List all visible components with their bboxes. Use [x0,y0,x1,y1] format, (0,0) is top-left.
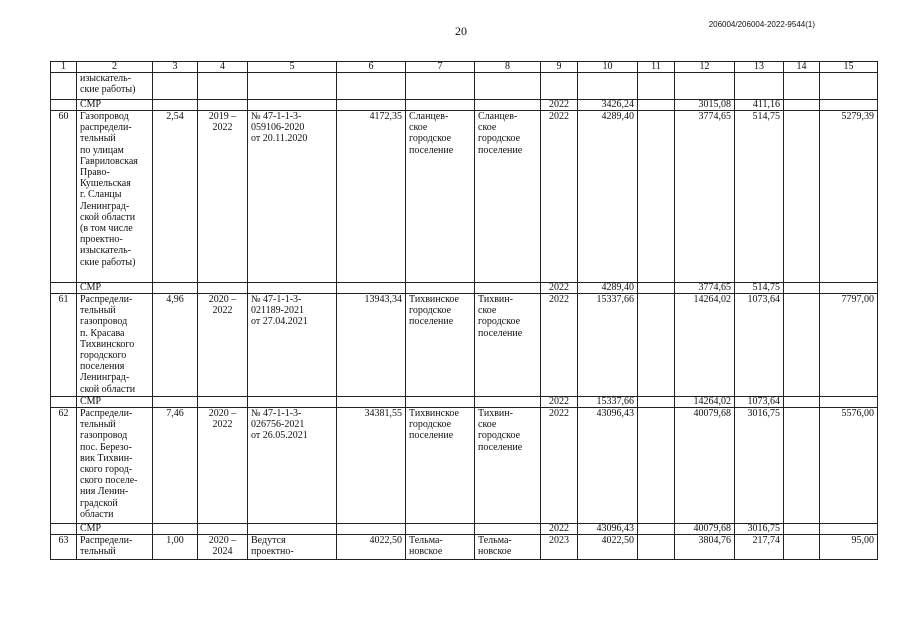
object-name-line: ские работы) [80,256,136,268]
object-name-line: Право- [80,167,110,179]
cell-11 [638,100,675,111]
column-header-11: 11 [638,62,675,73]
cell-9-year: 2022 [541,283,578,294]
document-id: 206004/206004-2022-9544(1) [708,20,815,29]
cell-15: 7797,00 [820,294,878,397]
length: 4,96 [153,294,198,397]
cell-11 [638,73,675,100]
period-line: 2020 – [208,294,237,305]
object-name-line: г. Сланцы [80,189,122,201]
cell-6 [337,100,406,111]
cell-12 [675,73,735,100]
row-number: 63 [51,535,77,560]
column-header-1: 1 [51,62,77,73]
settlement-line: Тельма- [409,535,443,546]
cell-1 [51,73,77,100]
cell-5 [248,73,337,100]
cell-5 [248,524,337,535]
settlement-line: поселение [409,430,454,442]
cell-8 [475,73,541,100]
column-header-6: 6 [337,62,406,73]
object-name-line: Гавриловская [80,155,138,167]
cell-6 [337,397,406,408]
period [198,111,248,283]
object-name-line: вик Тихвин- [80,452,133,464]
data-table [50,61,878,560]
settlement-line: городское [409,133,452,145]
object-name-line: тельный [80,133,116,145]
object-name-line: п. Красава [80,327,125,339]
year: 2022 [541,111,578,283]
object-name-line: поселения [80,361,125,373]
cell-15: 95,00 [820,535,878,560]
cell-12: 3804,76 [675,535,735,560]
cell-10: 4289,40 [578,111,638,283]
settlement [406,408,475,524]
cell-15: 5576,00 [820,408,878,524]
cell-4 [198,397,248,408]
expertise [248,408,337,524]
object-name-line: газопровод [80,316,128,328]
cell-12: 3774,65 [675,283,735,294]
period-line: 2024 [212,546,233,558]
cell-14 [784,524,820,535]
cell-13: 411,16 [735,100,784,111]
expertise-line: проектно- [251,546,294,558]
object-name [77,111,153,283]
cost: 4172,35 [337,111,406,283]
cell-14 [784,535,820,560]
cell-11 [638,283,675,294]
cell-7 [406,283,475,294]
column-header-row [51,62,878,73]
cell-smr-label: СМР [77,524,153,535]
cell-3 [153,524,198,535]
settlement-line: Тихвинское [409,408,459,419]
column-header-12: 12 [675,62,735,73]
cell-7 [406,100,475,111]
settlement-line: поселение [409,316,454,328]
cell-13: 514,75 [735,283,784,294]
expertise-line: 059106-2020 [251,122,305,134]
settlement-line: городское [409,419,452,431]
customer-line: ское [478,122,497,134]
cell-12: 3774,65 [675,111,735,283]
expertise [248,111,337,283]
cell-15 [820,100,878,111]
cell-9-year: 2022 [541,524,578,535]
cell-12: 14264,02 [675,294,735,397]
customer-line: городское [478,133,521,145]
customer-line: поселение [478,144,523,156]
cell-10: 15337,66 [578,294,638,397]
cell-3 [153,283,198,294]
cell-15 [820,524,878,535]
smr-row [51,397,878,408]
cell-8 [475,524,541,535]
cell-10: 43096,43 [578,524,638,535]
cell-15 [820,397,878,408]
cell-smr-label: СМР [77,100,153,111]
cell-7 [406,73,475,100]
cell-1 [51,524,77,535]
cell-14 [784,294,820,397]
smr-row [51,100,878,111]
cell-6 [337,524,406,535]
object-name-line: тельный [80,546,116,558]
cell-11 [638,408,675,524]
expertise-line: от 20.11.2020 [251,133,308,145]
customer-line: Тельма- [478,535,512,546]
length: 7,46 [153,408,198,524]
cell-15 [820,283,878,294]
cell-3 [153,100,198,111]
object-name-line: (в том числе [80,223,133,235]
object-name-line: Ленинград- [80,372,130,384]
customer [475,294,541,397]
cell-10: 15337,66 [578,397,638,408]
row-number: 60 [51,111,77,283]
customer-line: Сланцев- [478,111,518,122]
period [198,294,248,397]
period-line: 2020 – [208,408,237,419]
cost: 13943,34 [337,294,406,397]
customer-line: городское [478,430,521,442]
object-name-line: ской области [80,383,136,395]
cell-14 [784,397,820,408]
continuation-row [51,73,878,100]
table-row [51,535,878,560]
column-header-7: 7 [406,62,475,73]
cell-10 [578,73,638,100]
cell-4 [198,73,248,100]
customer [475,111,541,283]
expertise-line: от 26.05.2021 [251,430,308,442]
smr-row [51,524,878,535]
cell-10: 3426,24 [578,100,638,111]
customer-line: поселение [478,441,523,453]
cell-1 [51,283,77,294]
period [198,535,248,560]
settlement-line: ское [409,122,428,134]
cell-9 [541,73,578,100]
cell-14 [784,283,820,294]
cell-11 [638,535,675,560]
object-name-line: пос. Березо- [80,441,133,453]
table-row [51,111,878,283]
object-name-line: городского [80,350,127,362]
object-name [77,535,153,560]
object-name-line: Тихвинского [80,338,135,350]
customer-line: ское [478,305,497,317]
cell-5 [248,283,337,294]
expertise-line: № 47-1-1-3- [251,111,302,122]
cell-14 [784,111,820,283]
cell-name-line: ские работы) [80,84,136,96]
cell-13: 1073,64 [735,397,784,408]
cell-4 [198,100,248,111]
column-header-13: 13 [735,62,784,73]
object-name [77,294,153,397]
expertise [248,535,337,560]
column-header-9: 9 [541,62,578,73]
cell-4 [198,524,248,535]
cell-8 [475,283,541,294]
customer-line: новское [478,546,512,558]
object-name-line: области [80,508,114,520]
cell-6 [337,283,406,294]
settlement-line: городское [409,305,452,317]
cell-15: 5279,39 [820,111,878,283]
settlement-line: Сланцев- [409,111,449,122]
object-name-line: по улицам [80,144,124,156]
object-name [77,408,153,524]
cell-6 [337,73,406,100]
column-header-15: 15 [820,62,878,73]
year: 2023 [541,535,578,560]
cell-smr-label: СМР [77,283,153,294]
object-name-line: проектно- [80,234,123,246]
expertise-line: от 27.04.2021 [251,316,308,328]
object-name-line: тельный [80,419,116,431]
period-line: 2020 – [208,535,237,546]
cell-12: 40079,68 [675,524,735,535]
row-number: 61 [51,294,77,397]
cell-11 [638,397,675,408]
expertise-line: № 47-1-1-3- [251,294,302,305]
object-name-line: газопровод [80,430,128,442]
cell-1 [51,397,77,408]
period-line: 2022 [212,305,233,317]
object-name-line: Распредели- [80,408,133,419]
column-header-5: 5 [248,62,337,73]
settlement [406,294,475,397]
customer-line: Тихвин- [478,408,513,419]
expertise-line: 021189-2021 [251,305,304,317]
period-line: 2022 [212,122,233,134]
column-header-8: 8 [475,62,541,73]
table-row [51,408,878,524]
object-name-line: ния Ленин- [80,486,129,498]
period-line: 2022 [212,419,233,431]
cell-13: 3016,75 [735,408,784,524]
cell-14 [784,408,820,524]
column-header-10: 10 [578,62,638,73]
settlement-line: новское [409,546,443,558]
column-header-4: 4 [198,62,248,73]
cell-10: 4022,50 [578,535,638,560]
smr-row [51,283,878,294]
object-name-line: градской [80,497,118,509]
period-line: 2019 – [208,111,237,122]
cell-5 [248,100,337,111]
settlement [406,111,475,283]
cell-13: 514,75 [735,111,784,283]
cell-5 [248,397,337,408]
column-header-14: 14 [784,62,820,73]
cell-13: 3016,75 [735,524,784,535]
expertise-line: № 47-1-1-3- [251,408,302,419]
object-name-line: ской области [80,211,136,223]
cell-13: 1073,64 [735,294,784,397]
customer [475,408,541,524]
cell-name [77,73,153,100]
row-number: 62 [51,408,77,524]
cell-11 [638,294,675,397]
expertise-line: 026756-2021 [251,419,305,431]
length: 2,54 [153,111,198,283]
object-name-line: Распредели- [80,535,133,546]
cell-14 [784,73,820,100]
cell-11 [638,524,675,535]
cell-7 [406,524,475,535]
cell-12: 3015,08 [675,100,735,111]
settlement-line: поселение [409,144,454,156]
cell-smr-label: СМР [77,397,153,408]
customer [475,535,541,560]
cell-3 [153,73,198,100]
column-header-2: 2 [77,62,153,73]
cell-13 [735,73,784,100]
year: 2022 [541,294,578,397]
object-name-line: Кушельская [80,178,131,190]
object-name-line: ского поселе- [80,475,138,487]
cost: 4022,50 [337,535,406,560]
object-name-line: тельный [80,305,116,317]
table-row [51,294,878,397]
customer-line: поселение [478,327,523,339]
cell-4 [198,283,248,294]
expertise [248,294,337,397]
object-name-line: распредели- [80,122,132,134]
object-name-line: Ленинград- [80,200,130,212]
customer-line: городское [478,316,521,328]
cell-14 [784,100,820,111]
length: 1,00 [153,535,198,560]
cell-12: 14264,02 [675,397,735,408]
cell-9-year: 2022 [541,100,578,111]
cost: 34381,55 [337,408,406,524]
cell-13: 217,74 [735,535,784,560]
cell-3 [153,397,198,408]
cell-8 [475,397,541,408]
customer-line: Тихвин- [478,294,513,305]
customer-line: ское [478,419,497,431]
cell-8 [475,100,541,111]
object-name-line: изыскатель- [80,245,132,257]
settlement-line: Тихвинское [409,294,459,305]
cell-10: 4289,40 [578,283,638,294]
object-name-line: Газопровод [80,111,129,122]
cell-9-year: 2022 [541,397,578,408]
cell-10: 43096,43 [578,408,638,524]
cell-15 [820,73,878,100]
cell-7 [406,397,475,408]
object-name-line: Распредели- [80,294,133,305]
period [198,408,248,524]
expertise-line: Ведутся [251,535,286,546]
cell-name-line: изыскатель- [80,73,132,84]
settlement [406,535,475,560]
page-number: 20 [455,24,467,38]
cell-12: 40079,68 [675,408,735,524]
cell-1 [51,100,77,111]
year: 2022 [541,408,578,524]
column-header-3: 3 [153,62,198,73]
cell-11 [638,111,675,283]
object-name-line: ского город- [80,464,133,476]
